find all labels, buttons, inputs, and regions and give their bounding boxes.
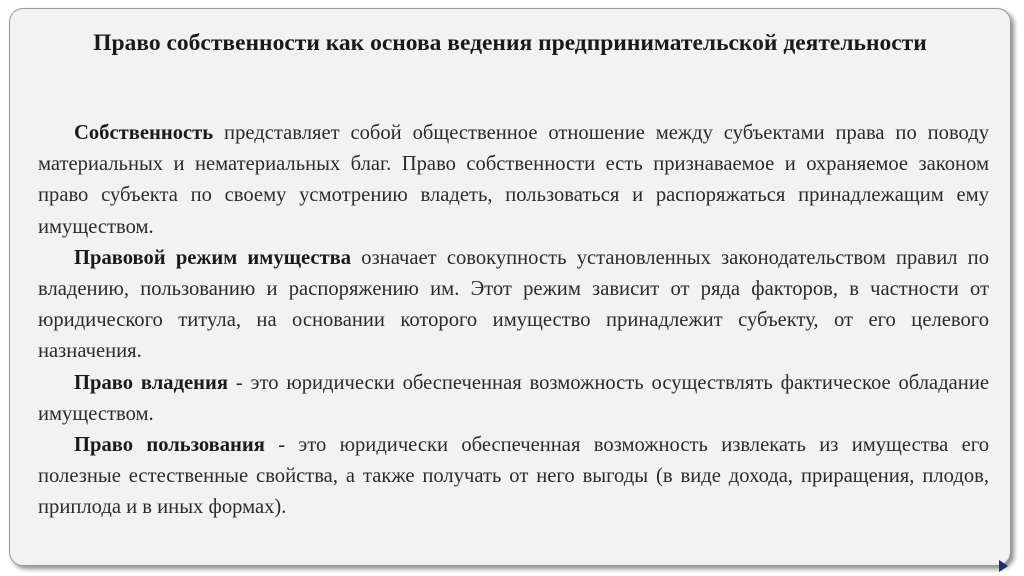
text-possession: - это юридически обеспеченная возможность осуществлять фактическое обладание имуществом. — [38, 371, 989, 425]
term-ownership: Собственность — [74, 122, 214, 144]
paragraph-possession — [38, 368, 989, 430]
term-legal-regime: Правовой режим имущества — [74, 246, 352, 269]
term-possession: Право владения — [74, 371, 229, 394]
next-slide-arrow-icon[interactable] — [999, 560, 1008, 572]
text-ownership: представляет собой общественное отношение между субъектами права по поводу материальных и нематериальных благ. Право собственности есть признаваемое и охраняемое законом право субъекта по своему усмотрению владеть, пользоваться и распоряжаться принадлежащим ему имуществом. — [38, 122, 989, 238]
slide-body — [38, 118, 989, 524]
paragraph-ownership — [38, 118, 989, 243]
paragraph-use — [38, 430, 989, 524]
slide-title: Право собственности как основа ведения предпринимательской деятельности — [93, 30, 927, 56]
text-use: - это юридически обеспеченная возможность извлекать из имущества его полезные естественные свойства, а также получать от него выгоды (в виде дохода, приращения, плодов, приплода и в иных формах). — [38, 434, 989, 519]
text-legal-regime: означает совокупность установленных законодательством правил по владению, пользованию и распоряжению им. Этот режим зависит от ряда факторов, в частности от юридического титула, на основании которого имущество принадлежит субъекту, от его целевого назначения. — [38, 246, 989, 363]
term-use: Право пользования — [74, 434, 265, 457]
paragraph-legal-regime — [38, 243, 989, 368]
